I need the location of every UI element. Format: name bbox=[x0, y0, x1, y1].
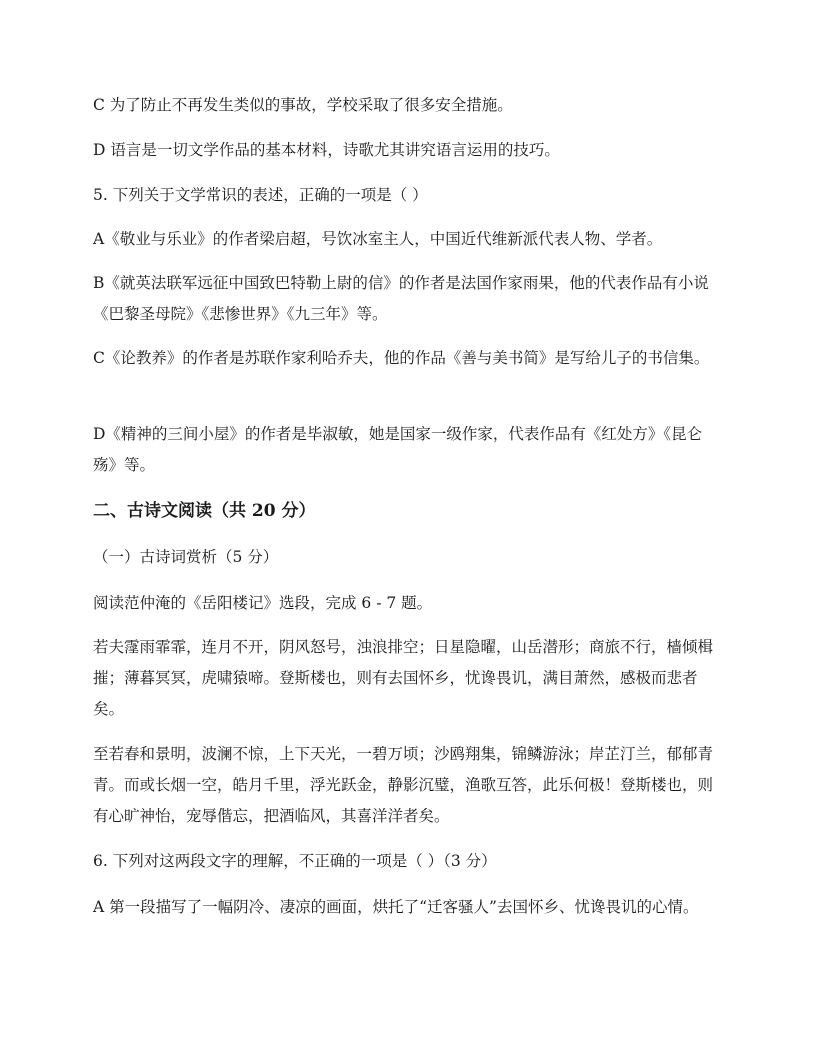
question-5: 5. 下列关于文学常识的表述，正确的一项是（ ） bbox=[93, 186, 428, 204]
reading-instruction: 阅读范仲淹的《岳阳楼记》选段，完成 6 - 7 题。 bbox=[93, 594, 433, 612]
question-6: 6. 下列对这两段文字的理解，不正确的一项是（ ）（3 分） bbox=[93, 852, 497, 870]
section-heading-classical-reading: 二、古诗文阅读（共 20 分） bbox=[93, 501, 316, 521]
option-c-sentence: C 为了防止不再发生类似的事故，学校采取了很多安全措施。 bbox=[93, 96, 513, 114]
question-5-option-c: C《论教养》的作者是苏联作家利哈乔夫，他的作品《善与美书简》是写给儿子的书信集。 bbox=[93, 349, 710, 367]
subsection-heading-poetry: （一）古诗词赏析（5 分） bbox=[93, 548, 279, 566]
option-d-sentence: D 语言是一切文学作品的基本材料，诗歌尤其讲究语言运用的技巧。 bbox=[93, 141, 560, 159]
passage-paragraph-2: 至若春和景明，波澜不惊，上下天光，一碧万顷；沙鸥翔集，锦鳞游泳；岸芷汀兰，郁郁青青。而或长烟一空，皓月千里，浮光跃金，静影沉璧，渔歌互答，此乐何极！登斯楼也，则有心旷神怡，宠辱偕忘，把酒临风，其喜洋洋者矣。 bbox=[93, 745, 714, 825]
question-5-option-a: A《敬业与乐业》的作者梁启超，号饮冰室主人，中国近代维新派代表人物、学者。 bbox=[93, 230, 663, 248]
question-5-option-d: D《精神的三间小屋》的作者是毕淑敏，她是国家一级作家，代表作品有《红处方》《昆仑殇》等。 bbox=[93, 425, 703, 474]
question-5-option-b: B《就英法联军远征中国致巴特勒上尉的信》的作者是法国作家雨果，他的代表作品有小说《巴黎圣母院》《悲惨世界》《九三年》等。 bbox=[93, 274, 709, 323]
passage-paragraph-1: 若夫霪雨霏霏，连月不开，阴风怒号，浊浪排空；日星隐曜，山岳潜形；商旅不行，樯倾楫摧；薄暮冥冥，虎啸猿啼。登斯楼也，则有去国怀乡，忧谗畏讥，满目萧然，感极而悲者矣。 bbox=[93, 638, 714, 718]
question-6-option-a: A 第一段描写了一幅阴冷、凄凉的画面，烘托了“迁客骚人”去国怀乡、忧谗畏讥的心情。 bbox=[93, 898, 699, 916]
